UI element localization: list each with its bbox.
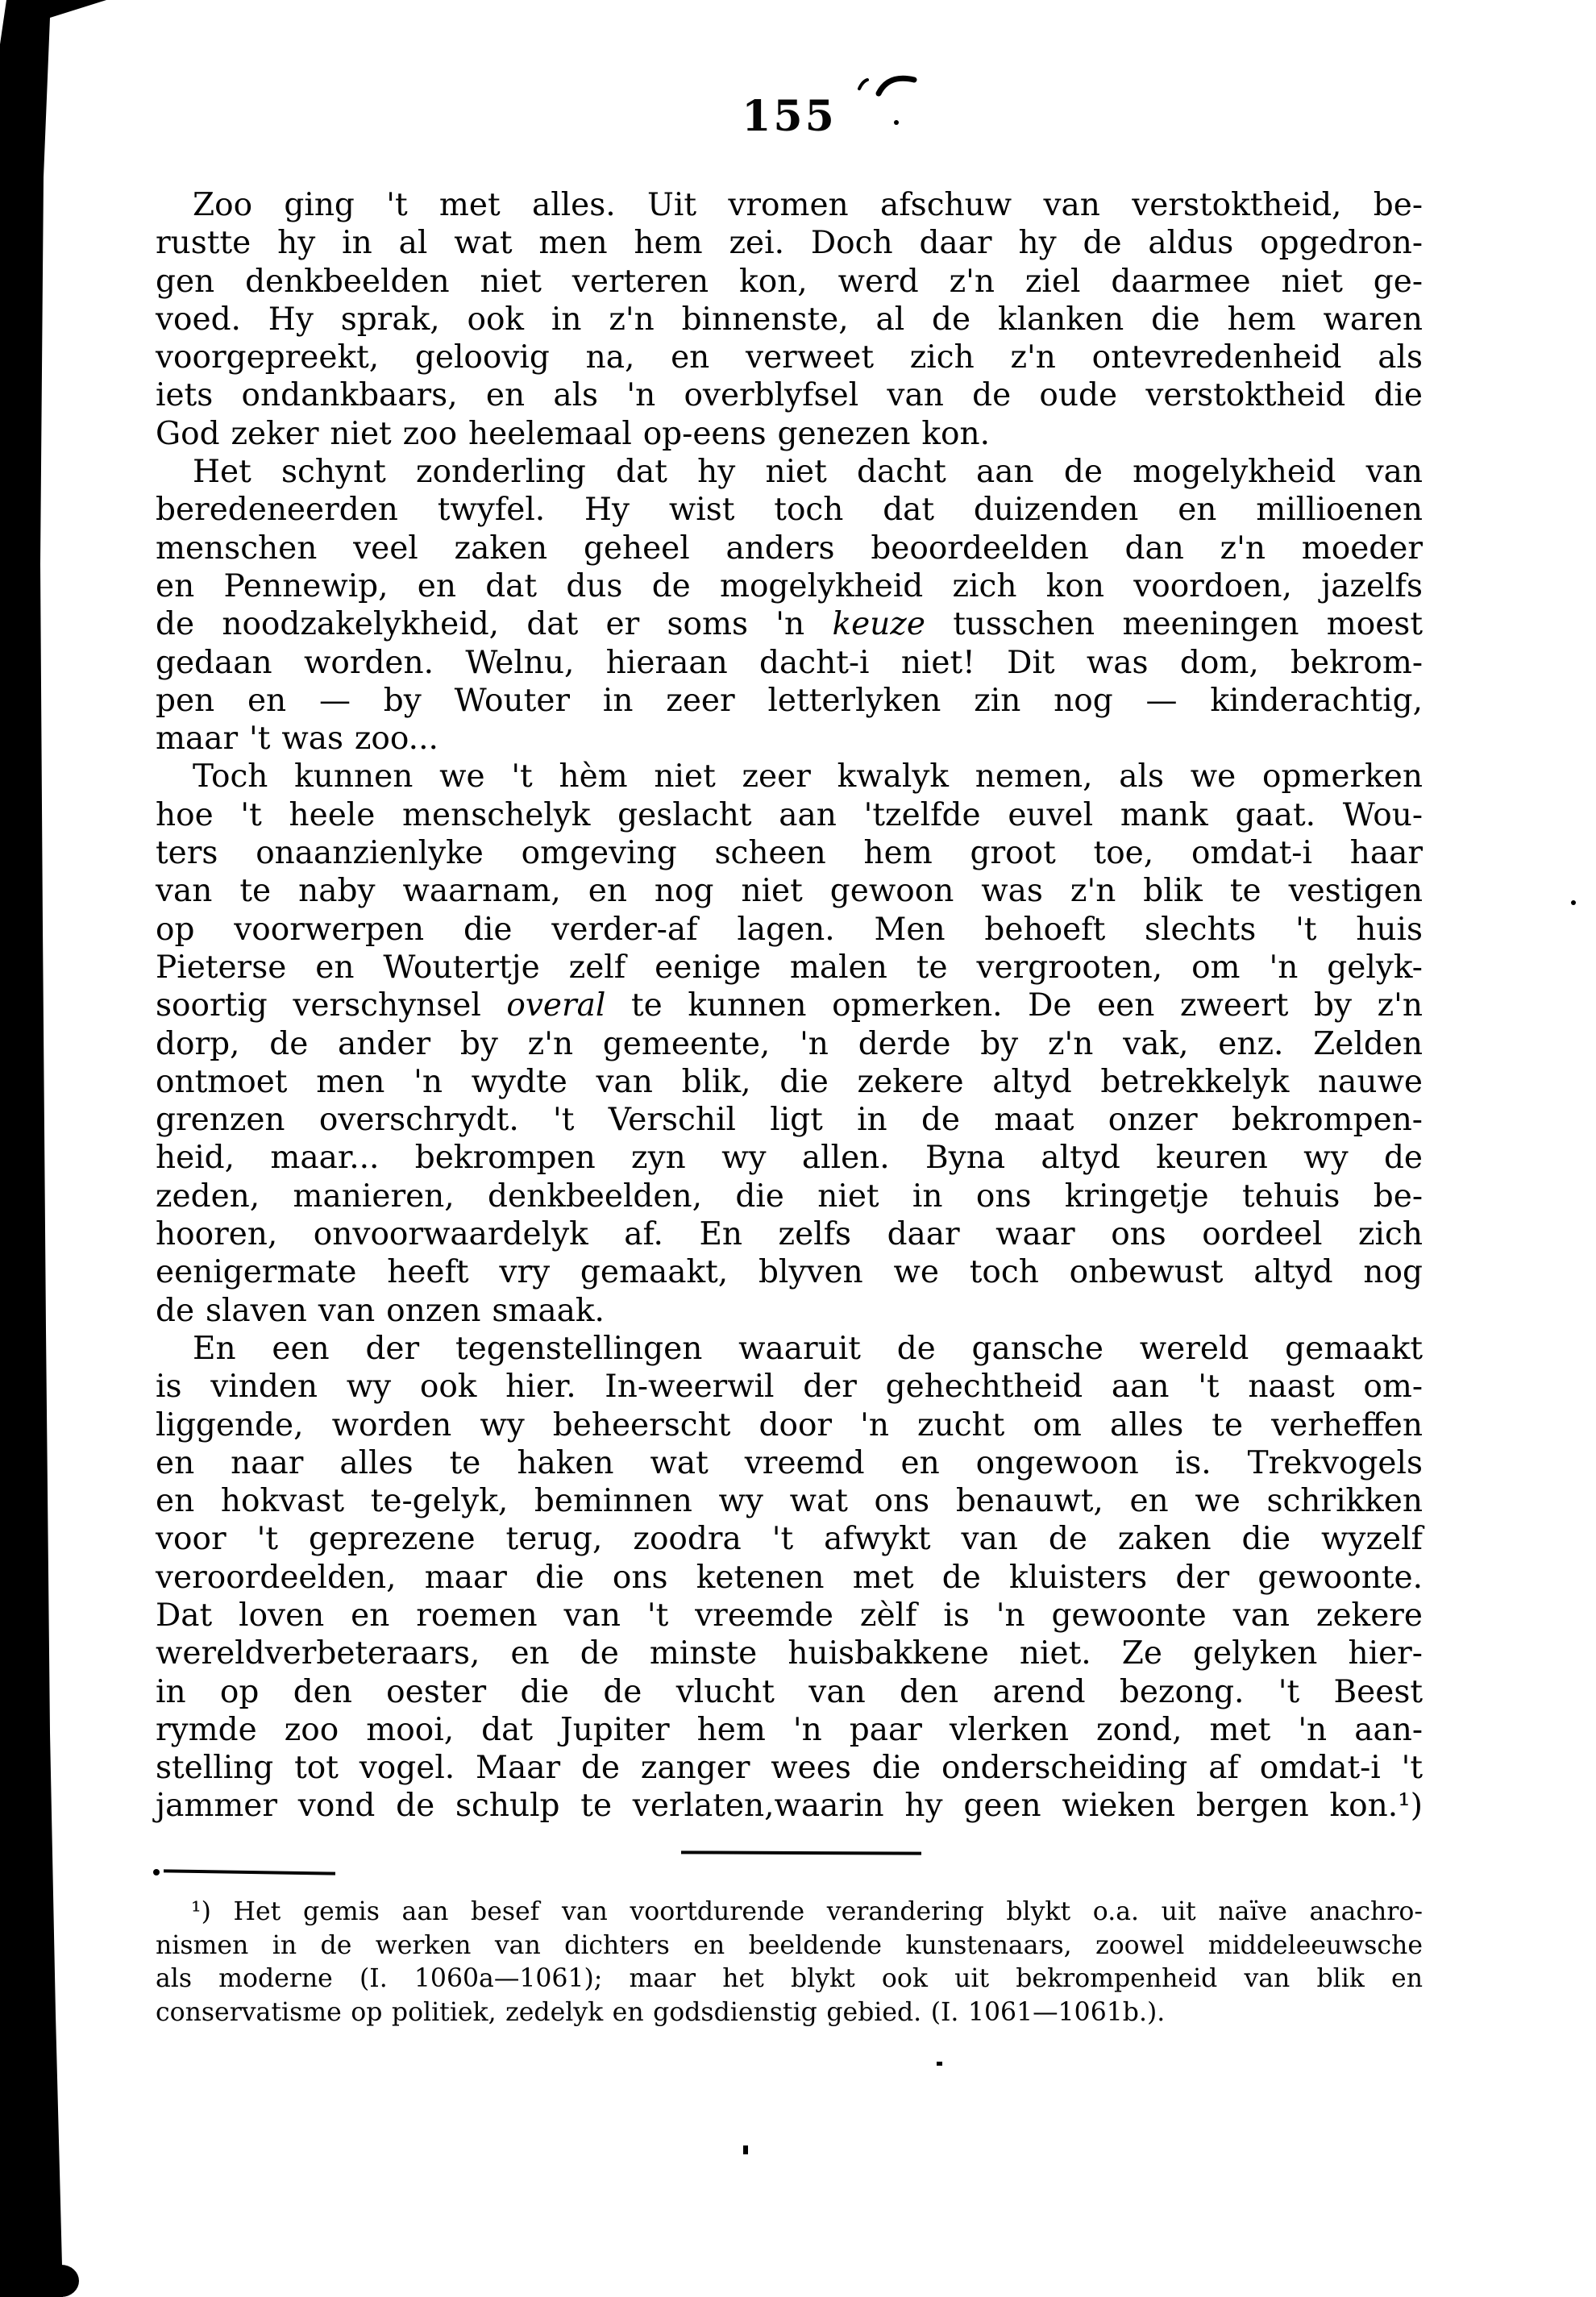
ink-blob-bottom [44, 2265, 79, 2297]
text-segment: grenzen overschrydt. 't Verschil ligt in de maat onzer bekrompen- [156, 1102, 1423, 1139]
text-line [156, 605, 1423, 643]
text-line [156, 1063, 1423, 1101]
text-segment: als moderne (I. 1060a—1061); maar het blykt ook uit bekrompenheid van blik en [156, 1964, 1423, 1993]
text-line [156, 530, 1423, 567]
text-line [156, 1292, 1423, 1330]
text-segment: maar 't was zoo... [156, 721, 438, 758]
text-segment: voor 't geprezene terug, zoodra 't afwykt van de zaken die wyzelf [156, 1521, 1423, 1558]
text-line [156, 1444, 1423, 1482]
text-segment: is vinden wy ook hier. In-weerwil der gehechtheid aan 't naast om- [156, 1369, 1423, 1406]
text-segment: de slaven van onzen smaak. [156, 1292, 605, 1329]
text-segment: tusschen meeningen moest [925, 606, 1423, 643]
text-line [156, 1929, 1423, 1963]
text-line [156, 796, 1423, 834]
footnote-separator-rule [164, 1869, 335, 1875]
text-line [156, 186, 1423, 224]
ink-smudge-tick [859, 80, 867, 89]
text-segment: ters onaanzienlyke omgeving scheen hem groot toe, omdat-i haar [156, 835, 1423, 872]
scan-gutter-artifact [0, 0, 106, 2297]
text-segment: rymde zoo mooi, dat Jupiter hem 'n paar vlerken zond, met 'n aan- [156, 1711, 1423, 1748]
text-segment: voed. Hy sprak, ook in z'n binnenste, al de klanken die hem waren [156, 301, 1423, 338]
text-segment: nismen in de werken van dichters en beeldende kunstenaars, zoowel middeleeuwsche [156, 1930, 1423, 1960]
italic-text: keuze [832, 606, 925, 643]
text-segment: Zoo ging 't met alles. Uit vromen afschuw van verstoktheid, be- [193, 187, 1423, 223]
text-segment: hooren, onvoorwaardelyk af. En zelfs daar waar ons oordeel zich [156, 1216, 1423, 1253]
text-segment: gedaan worden. Welnu, hieraan dacht-i niet! Dit was dom, bekrom- [156, 644, 1423, 681]
text-line [156, 1101, 1423, 1139]
text-segment: Toch kunnen we 't hèm niet zeer kwalyk nemen, als we opmerken [193, 758, 1423, 795]
text-line [156, 1896, 1423, 1929]
text-segment: ontmoet men 'n wydte van blik, die zekere altyd betrekkelyk nauwe [156, 1063, 1423, 1100]
text-segment: Dat loven en roemen van 't vreemde zèlf is 'n gewoonte van zekere [156, 1597, 1423, 1634]
text-segment: God zeker niet zoo heelemaal op-eens genezen kon. [156, 415, 991, 452]
text-line [156, 949, 1423, 987]
text-line [156, 1139, 1423, 1177]
text-segment: pen en — by Wouter in zeer letterlyken zin nog — kinderachtig, [156, 682, 1423, 719]
text-line [156, 339, 1423, 376]
text-segment: stelling tot vogel. Maar de zanger wees die onderscheiding af omdat-i 't [156, 1750, 1423, 1787]
text-line [156, 1520, 1423, 1558]
text-line [156, 1330, 1423, 1368]
text-segment: en hokvast te-gelyk, beminnen wy wat ons benauwt, en we schrikken [156, 1483, 1423, 1520]
text-segment: ¹) Het gemis aan besef van voortdurende verandering blykt o.a. uit naïve anachro- [191, 1897, 1423, 1926]
text-segment: veroordeelden, maar die ons ketenen met de kluisters der gewoonte. [156, 1559, 1423, 1596]
text-line [156, 1406, 1423, 1444]
text-segment: voorgepreekt, geloovig na, en verweet zich z'n ontevredenheid als [156, 339, 1423, 376]
text-segment: heid, maar... bekrompen zyn wy allen. Byna altyd keuren wy de [156, 1140, 1423, 1177]
text-line [156, 1253, 1423, 1291]
text-segment: conservatisme op politiek, zedelyk en godsdienstig gebied. (I. 1061—1061b.). [156, 1997, 1166, 2027]
text-segment: eenigermate heeft vry gemaakt, blyven we toch onbewust altyd nog [156, 1254, 1423, 1291]
text-segment: zeden, manieren, denkbeelden, die niet in ons kringetje tehuis be- [156, 1178, 1423, 1215]
text-line [156, 1996, 1423, 2030]
text-line [156, 1634, 1423, 1672]
text-line [156, 644, 1423, 682]
text-line [156, 224, 1423, 262]
text-line [156, 1482, 1423, 1520]
text-segment: op voorwerpen die verder-af lagen. Men behoeft slechts 't huis [156, 911, 1423, 948]
text-line [156, 567, 1423, 605]
paragraph [156, 758, 1423, 1329]
ink-speck [743, 2145, 748, 2154]
ink-speck [937, 2062, 942, 2066]
text-line [156, 1178, 1423, 1215]
text-line [156, 1963, 1423, 1996]
text-line [156, 1673, 1423, 1711]
text-line [156, 758, 1423, 795]
text-segment: in op den oester die de vlucht van den arend bezong. 't Beest [156, 1673, 1423, 1710]
text-segment: jammer vond de schulp te verlaten,waarin hy geen wieken bergen kon.¹) [156, 1788, 1423, 1825]
text-segment: beredeneerden twyfel. Hy wist toch dat duizenden en millioenen [156, 492, 1423, 529]
text-line [156, 1787, 1423, 1825]
text-segment: van te naby waarnam, en nog niet gewoon was z'n blik te vestigen [156, 873, 1423, 910]
text-line [156, 263, 1423, 301]
text-line [156, 1025, 1423, 1063]
text-line [156, 1559, 1423, 1597]
footnote [156, 1896, 1423, 2029]
text-segment: te kunnen opmerken. De een zweert by z'n [605, 987, 1423, 1024]
text-segment: soortig verschynsel [156, 987, 507, 1024]
text-line [156, 911, 1423, 949]
text-line [156, 1215, 1423, 1253]
text-line [156, 682, 1423, 720]
text-line [156, 834, 1423, 872]
text-line [156, 1597, 1423, 1634]
text-segment: rustte hy in al wat men hem zei. Doch daar hy de aldus opgedron- [156, 225, 1423, 262]
text-segment: menschen veel zaken geheel anders beoordeelden dan z'n moeder [156, 530, 1423, 567]
text-line [156, 1711, 1423, 1749]
paragraph [156, 453, 1423, 758]
text-segment: Pieterse en Woutertje zelf eenige malen te vergrooten, om 'n gelyk- [156, 949, 1423, 986]
paragraph [156, 1330, 1423, 1826]
text-line [156, 453, 1423, 491]
text-line [156, 491, 1423, 529]
text-segment: Het schynt zonderling dat hy niet dacht aan de mogelykheid van [193, 454, 1423, 491]
text-segment: en Pennewip, en dat dus de mogelykheid zich kon voordoen, jazelfs [156, 567, 1423, 604]
paragraph [156, 1896, 1423, 2029]
text-segment: gen denkbeelden niet verteren kon, werd z'n ziel daarmee niet ge- [156, 263, 1423, 300]
text-segment: dorp, de ander by z'n gemeente, 'n derde by z'n vak, enz. Zelden [156, 1025, 1423, 1062]
text-segment: de noodzakelykheid, dat er soms 'n [156, 606, 833, 643]
page-number: 155 [742, 92, 837, 141]
text-segment: wereldverbeteraars, en de minste huisbakkene niet. Ze gelyken hier- [156, 1635, 1423, 1672]
italic-text: overal [506, 987, 606, 1024]
text-line [156, 415, 1423, 453]
text-line [156, 1368, 1423, 1406]
text-line [156, 301, 1423, 339]
text-segment: liggende, worden wy beheerscht door 'n zucht om alles te verheffen [156, 1406, 1423, 1443]
text-line [156, 872, 1423, 910]
text-segment: hoe 't heele menschelyk geslacht aan 'tzelfde euvel mank gaat. Wou- [156, 796, 1423, 833]
text-segment: En een der tegenstellingen waaruit de gansche wereld gemaakt [193, 1330, 1423, 1367]
text-line [156, 1749, 1423, 1787]
text-line [156, 987, 1423, 1024]
page-body-text [156, 186, 1423, 1826]
section-divider-rule [681, 1850, 921, 1855]
text-line [156, 720, 1423, 758]
text-segment: iets ondankbaars, en als 'n overblyfsel van de oude verstoktheid die [156, 377, 1423, 414]
text-segment: en naar alles te haken wat vreemd en ongewoon is. Trekvogels [156, 1444, 1423, 1481]
text-line [156, 376, 1423, 414]
ink-dot [1571, 900, 1576, 905]
paragraph [156, 186, 1423, 453]
ink-dot [153, 1869, 160, 1875]
